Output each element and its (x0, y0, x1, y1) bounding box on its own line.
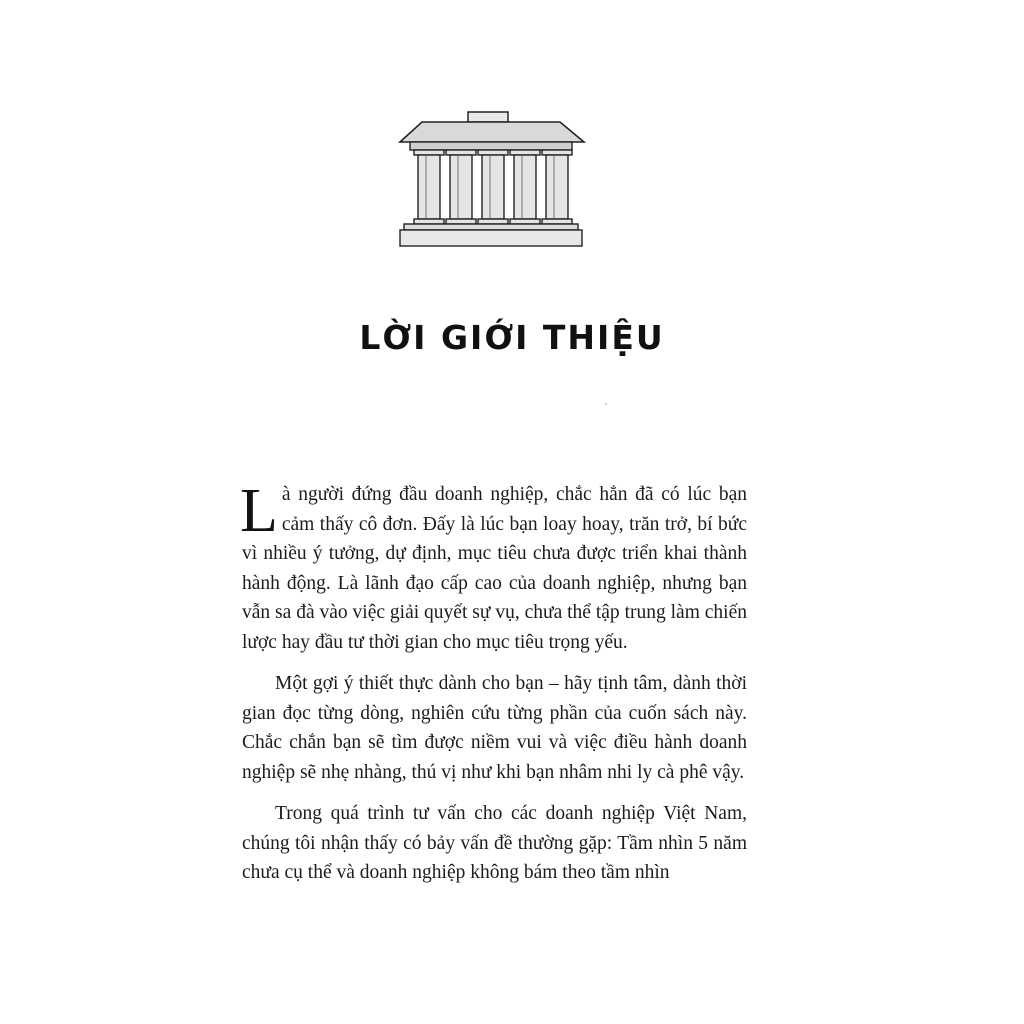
print-speck (605, 403, 607, 405)
body-text (240, 477, 747, 900)
paragraph-2: Một gợi ý thiết thực dành cho bạn – hãy tịnh tâm, dành thời gian đọc từng dòng, nghiên cứu từng phần của cuốn sách này. Chắc chắn bạn sẽ tìm được niềm vui và việc điều hành doanh nghiệp sẽ nhẹ nhàng, thú vị như khi bạn nhâm nhi ly cà phê vậy. (242, 673, 747, 783)
chapter-title: LỜI GIỚI THIỆU (359, 318, 665, 357)
paragraph-1-text: à người đứng đầu doanh nghiệp, chắc hẳn đã có lúc bạn cảm thấy cô đơn. Đấy là lúc bạn loay hoay, trăn trở, bí bức vì nhiều ý tưởng, dự định, mục tiêu chưa được triển khai thành hành động. Là lãnh đạo cấp cao của doanh nghiệp, nhưng bạn vẫn sa đà vào việc giải quyết sự vụ, chưa thể tập trung làm chiến lược hay đầu tư thời gian cho mục tiêu trọng yếu. (242, 484, 747, 653)
drop-cap: L (240, 477, 278, 545)
classical-building-icon (396, 110, 586, 252)
paragraph-1 (240, 477, 747, 657)
paragraph-3: Trong quá trình tư vấn cho các doanh nghiệp Việt Nam, chúng tôi nhận thấy có bảy vấn đề thường gặp: Tầm nhìn 5 năm chưa cụ thể và doanh nghiệp không bám theo tầm nhìn (242, 803, 747, 883)
